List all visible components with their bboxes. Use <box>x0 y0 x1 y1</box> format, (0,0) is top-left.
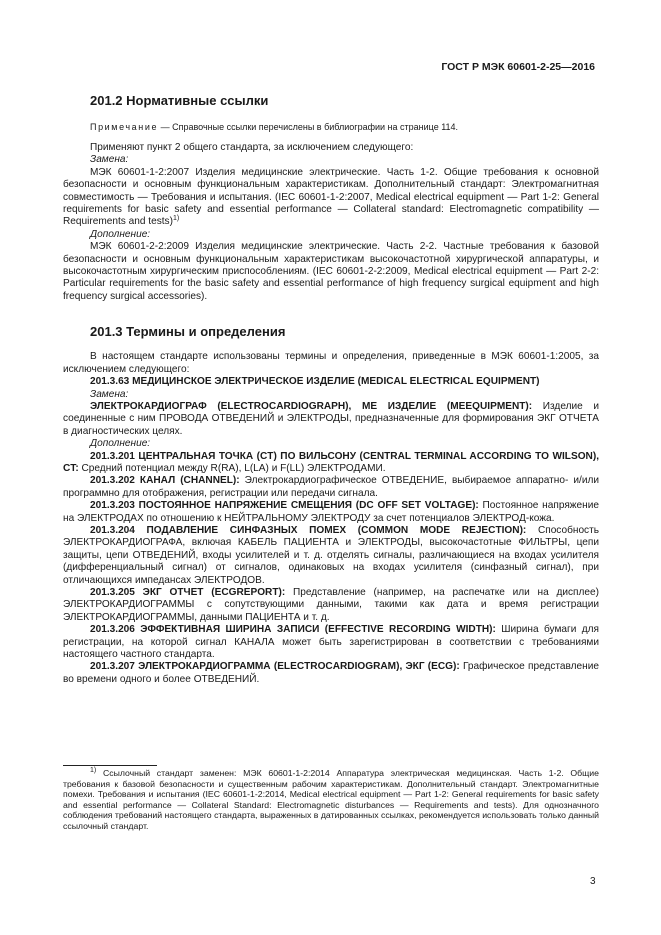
term-201-3-206-title: 201.3.206 ЭФФЕКТИВНАЯ ШИРИНА ЗАПИСИ (EFFECTIVE RECORDING WIDTH): <box>90 624 496 636</box>
term-201-3-204-title: 201.3.204 ПОДАВЛЕНИЕ СИНФАЗНЫХ ПОМЕХ (COMMON MODE REJECTION): <box>90 524 527 536</box>
section-title-terms-definitions: 201.3 Термины и определения <box>90 324 286 340</box>
note-label: Примечание <box>90 122 159 132</box>
term-201-3-205-title: 201.3.205 ЭКГ ОТЧЕТ (ECGREPORT): <box>90 587 286 598</box>
term-electrocardiograph-title: ЭЛЕКТРОКАРДИОГРАФ (ELECTROCARDIOGRAPH), ME ИЗДЕЛИЕ (MEEQUIPMENT): <box>90 400 533 412</box>
footnotes <box>63 768 599 832</box>
section2-intro: В настоящем стандарте использованы термины и определения, приведенные в МЭК 60601-1:2005, за исключением следующего: <box>63 351 599 375</box>
term-electrocardiograph <box>63 401 599 438</box>
footnote-1 <box>63 768 599 832</box>
term-201-3-202 <box>63 475 599 500</box>
footnote-divider <box>63 765 157 766</box>
term-201-3-205 <box>63 587 599 624</box>
term-201-3-203-title: 201.3.203 ПОСТОЯННОЕ НАПРЯЖЕНИЕ СМЕЩЕНИЯ (DC OFF SET VOLTAGE): <box>90 500 479 512</box>
term-201-3-203 <box>63 500 599 525</box>
term-201-3-202-definition: Электрокардиографическое ОТВЕДЕНИЕ, выбираемое аппаратно- и/или программно для отображения, регистрации или передачи сигнала. <box>63 475 599 499</box>
reference-iec-60601-2-2: МЭК 60601-2-2:2009 Изделия медицинские электрические. Часть 2-2. Частные требования к базовой безопасности и основным функциональным характеристикам высокочастотной хирургической аппаратуры, и высокочастотным хирургическим приспособлениям. (IEC 60601-2-2:2009, Medical electrical equipment — Part 2-2: Particular requirements for the basic safety and essential performance of high frequency surgical equipment and high frequency surgical accessories). <box>63 241 599 302</box>
term-201-3-207-definition: Графическое представление во времени одного и более ОТВЕДЕНИЙ. <box>63 661 599 685</box>
footnote-1-text: Ссылочный стандарт заменен: МЭК 60601-1-2:2014 Аппаратура электрическая медицинская. Часть 1-2. Общие требования к базовой безопасности и существенным рабочим характеристикам. Дополнительный стандарт. Электромагнитные помехи. Требования и испытания (IEC 60601-1-2:2014, Medical electrical equipment — Part 1-2: General requirements for basic safety and essential performance — Collateral Standard: Electromagnetic disturbances — Requirements and tests). Для однозначного соблюдения требований настоящего стандарта, выраженных в датированных ссылках, рекомендуется использовать только данный ссылочный стандарт. <box>63 768 599 831</box>
term-201-3-204 <box>63 525 599 587</box>
main-content <box>63 93 599 686</box>
section1-replace-label: Замена: <box>90 154 129 166</box>
term-201-3-205-definition: Представление (например, на распечатке или на дисплее) ЭЛЕКТРОКАРДИОГРАММЫ с сопутствующими данными, такими как дата и время регистрации ЭЛЕКТРОКАРДИОГРАММЫ, данными ПАЦИЕНТА и т. д. <box>63 587 600 623</box>
term-201-3-63 <box>63 376 599 388</box>
term-201-3-202-title: 201.3.202 КАНАЛ (CHANNEL): <box>90 475 240 487</box>
term-201-3-203-definition: Постоянное напряжение на ЭЛЕКТРОДАХ по отношению к НЕЙТРАЛЬНОМУ ЭЛЕКТРОДУ за счет потенциалов ЭЛЕКТРОД-кожа. <box>63 500 599 524</box>
footnote-marker: 1) <box>172 215 180 223</box>
note-text: — Справочные ссылки перечислены в библиографии на странице 114. <box>158 122 459 132</box>
term-201-3-206 <box>63 624 599 661</box>
section-title-normative-references: 201.2 Нормативные ссылки <box>90 93 269 108</box>
section1-add-label: Дополнение: <box>90 228 151 240</box>
term-201-3-207-title: 201.3.207 ЭЛЕКТРОКАРДИОГРАММА (ELECTROCARDIOGRAM), ЭКГ (ECG): <box>90 661 460 673</box>
note-paragraph <box>63 122 599 133</box>
term-201-3-201-title: 201.3.201 ЦЕНТРАЛЬНАЯ ТОЧКА (CT) ПО ВИЛЬСОНУ (CENTRAL TERMINAL ACCORDING TO WILSON), CT: <box>63 450 599 474</box>
reference-iec-60601-1-2-text: МЭК 60601-1-2:2007 Изделия медицинские электрические. Часть 1-2. Общие требования к основной безопасности и основным функциональным характеристикам. Дополнительный стандарт: Электромагнитная совместимость — Требования и испытания. (IEC 60601-1-2:2007, Medical electrical equipment — Part 1-2: General requirements for basic safety and essential performance — Collateral standard: Electromagnetic compatibility — Requirements and tests) <box>63 166 599 228</box>
section2-replace-label: Замена: <box>90 388 129 400</box>
term-201-3-204-definition: Способность ЭЛЕКТРОКАРДИОГРАФА, включая КАБЕЛЬ ПАЦИЕНТА и ЭЛЕКТРОДЫ, высокочастотные ФИЛЬТРЫ, цепи защиты, цепи ОТВЕДЕНИЙ, входы усилителей и т. д. отделять сигналы, различающиеся на входах усилителя (дифференциальный сигнал) от сигналов, одинаковых на входах усилителя (синфазный сигнал), при отличающихся импедансах ЭЛЕКТРОДОВ. <box>63 524 599 586</box>
page-number: 3 <box>590 876 596 887</box>
term-electrocardiograph-definition: Изделие и соединенные с ним ПРОВОДА ОТВЕДЕНИЙ и ЭЛЕКТРОДЫ, предназначенные для формирования ЭКГ ОТЧЕТА в диагностических целях. <box>63 400 600 437</box>
section1-intro: Применяют пункт 2 общего стандарта, за исключением следующего: <box>90 142 414 153</box>
section2-add-label: Дополнение: <box>90 438 151 450</box>
footnote-1-marker: 1) <box>90 767 97 774</box>
term-201-3-201-definition: Средний потенциал между R(RA), L(LA) и F(LL) ЭЛЕКТРОДАМИ. <box>78 462 386 474</box>
term-201-3-201 <box>63 451 599 476</box>
reference-iec-60601-1-2 <box>63 167 599 229</box>
standard-header: ГОСТ Р МЭК 60601-2-25—2016 <box>441 61 595 73</box>
term-201-3-206-definition: Ширина бумаги для регистрации, на которой сигнал КАНАЛА может быть зарегистрирован в соответствии с требованиями настоящего частного стандарта. <box>63 624 599 661</box>
term-201-3-63-title: 201.3.63 МЕДИЦИНСКОЕ ЭЛЕКТРИЧЕСКОЕ ИЗДЕЛИЕ (MEDICAL ELECTRICAL EQUIPMENT) <box>90 376 540 388</box>
term-201-3-207 <box>63 661 599 686</box>
